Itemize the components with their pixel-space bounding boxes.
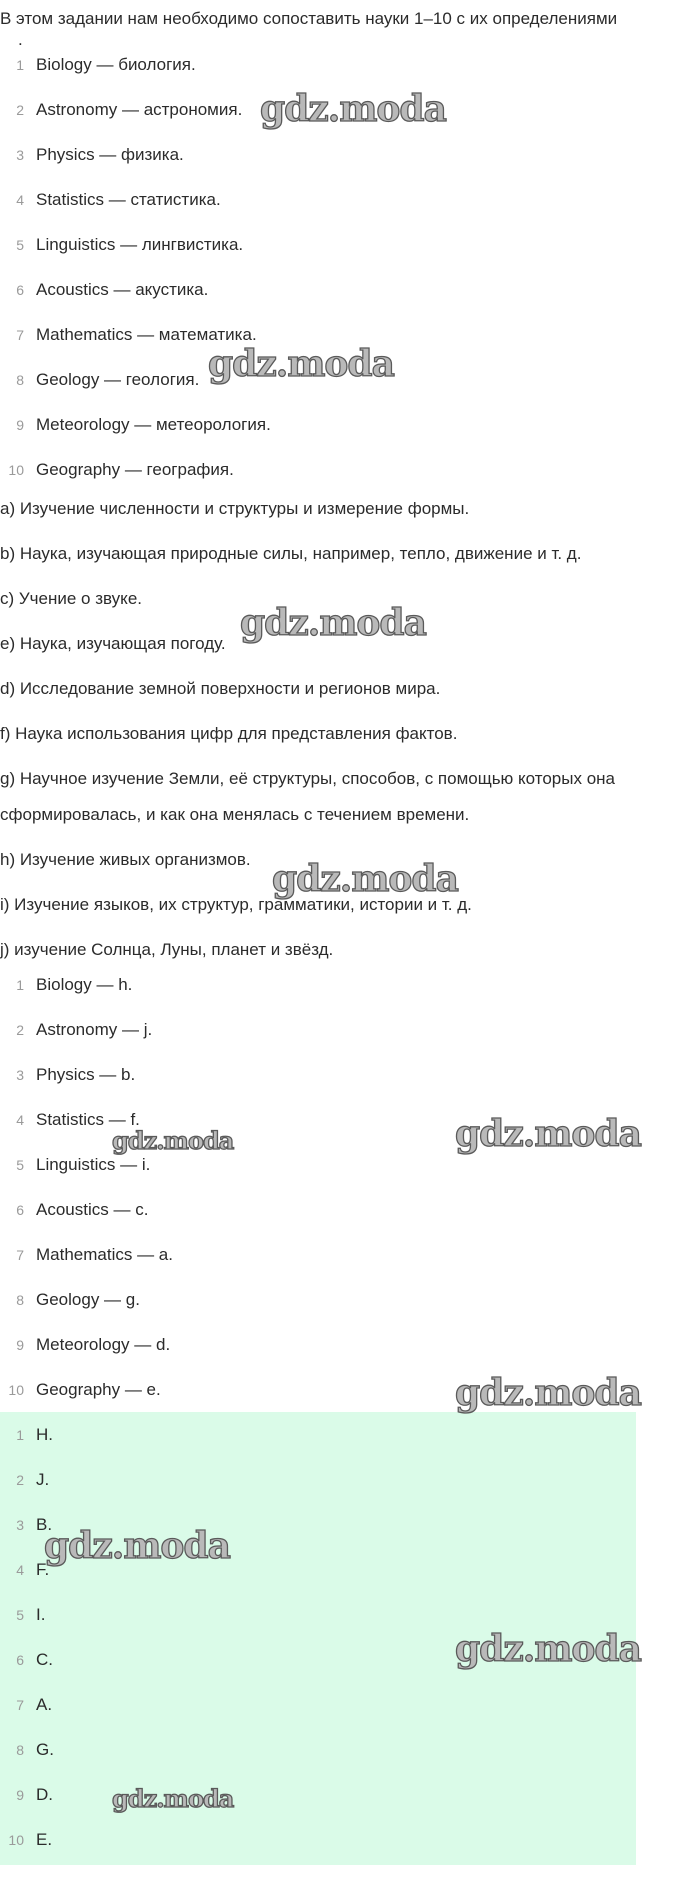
- line-number: 5: [16, 237, 24, 253]
- list-item: [0, 1244, 660, 1289]
- watermark: gdz.moda: [260, 88, 446, 130]
- list-item-text: D.: [36, 1785, 53, 1804]
- definition-g-continued: сформировалась, и как она менялась с течением времени.: [0, 805, 470, 824]
- definition-d: d) Исследование земной поверхности и регионов мира.: [0, 679, 441, 698]
- list-item: [0, 234, 660, 279]
- list-item: [0, 144, 660, 189]
- line-number: 1: [16, 977, 24, 993]
- line-number: 10: [8, 462, 24, 478]
- definition-b: b) Наука, изучающая природные силы, например, тепло, движение и т. д.: [0, 544, 582, 563]
- watermark: gdz.moda: [272, 858, 458, 900]
- line-number: 4: [16, 192, 24, 208]
- intro-dot: .: [18, 30, 23, 49]
- list-item-text: Astronomy — j.: [36, 1020, 153, 1039]
- list-item: [0, 1694, 660, 1739]
- list-item: [0, 189, 660, 234]
- line-number: 9: [16, 1337, 24, 1353]
- list-item-text: G.: [36, 1740, 54, 1759]
- line-number: 5: [16, 1157, 24, 1173]
- watermark: gdz.moda: [455, 1372, 641, 1414]
- list-item-text: Meteorology — d.: [36, 1335, 171, 1354]
- definition-f: f) Наука использования цифр для представления фактов.: [0, 724, 458, 743]
- line-number: 8: [16, 1742, 24, 1758]
- definition-g: g) Научное изучение Земли, её структуры, способов, с помощью которых она: [0, 769, 615, 788]
- definition-e: e) Наука, изучающая погоду.: [0, 634, 226, 653]
- line-number: 1: [16, 1427, 24, 1443]
- intro-text: В этом задании нам необходимо сопоставить науки 1–10 с их определениями: [0, 9, 618, 28]
- line-number: 3: [16, 147, 24, 163]
- list-item-text: Acoustics — c.: [36, 1200, 149, 1219]
- line-number: 8: [16, 1292, 24, 1308]
- list-item: [0, 1829, 660, 1874]
- watermark: gdz.moda: [112, 1784, 234, 1813]
- list-item: [0, 1199, 660, 1244]
- list-item-text: Geology — геология.: [36, 370, 200, 389]
- line-number: 7: [16, 1247, 24, 1263]
- matches-list: [0, 974, 660, 1424]
- list-item-text: C.: [36, 1650, 53, 1669]
- list-item-text: B.: [36, 1515, 53, 1534]
- line-number: 4: [16, 1562, 24, 1578]
- line-number: 6: [16, 1652, 24, 1668]
- list-item: [0, 1784, 660, 1829]
- list-item-text: Geography — e.: [36, 1380, 161, 1399]
- watermark: gdz.moda: [112, 1126, 234, 1155]
- list-item-text: Statistics — статистика.: [36, 190, 221, 209]
- list-item-text: Mathematics — математика.: [36, 325, 257, 344]
- watermark: gdz.moda: [455, 1113, 641, 1155]
- line-number: 6: [16, 282, 24, 298]
- list-item-text: Acoustics — акустика.: [36, 280, 209, 299]
- list-item-text: Meteorology — метеорология.: [36, 415, 271, 434]
- list-item-text: A.: [36, 1695, 53, 1714]
- line-number: 1: [16, 57, 24, 73]
- line-number: 2: [16, 1022, 24, 1038]
- line-number: 8: [16, 372, 24, 388]
- list-item-text: Statistics — f.: [36, 1110, 140, 1129]
- list-item-text: Biology — биология.: [36, 55, 196, 74]
- list-item-text: I.: [36, 1605, 46, 1624]
- line-number: 4: [16, 1112, 24, 1128]
- list-item: [0, 1019, 660, 1064]
- list-item: [0, 279, 660, 324]
- line-number: 3: [16, 1517, 24, 1533]
- line-number: 7: [16, 327, 24, 343]
- definition-h: h) Изучение живых организмов.: [0, 850, 251, 869]
- list-item-text: J.: [36, 1470, 50, 1489]
- line-number: 7: [16, 1697, 24, 1713]
- list-item-text: Mathematics — a.: [36, 1245, 173, 1264]
- list-item-text: Physics — b.: [36, 1065, 136, 1084]
- list-item: [0, 1154, 660, 1199]
- line-number: 3: [16, 1067, 24, 1083]
- list-item-text: Linguistics — i.: [36, 1155, 151, 1174]
- list-item: [0, 414, 660, 459]
- list-item: [0, 974, 660, 1019]
- list-item: [0, 1739, 660, 1784]
- watermark: gdz.moda: [240, 602, 426, 644]
- list-item: [0, 1469, 660, 1514]
- list-item: [0, 1289, 660, 1334]
- line-number: 10: [8, 1382, 24, 1398]
- line-number: 6: [16, 1202, 24, 1218]
- line-number: 2: [16, 102, 24, 118]
- watermark: gdz.moda: [44, 1525, 230, 1567]
- line-number: 9: [16, 1787, 24, 1803]
- definition-c: c) Учение о звуке.: [0, 589, 142, 608]
- definition-j: j) изучение Солнца, Луны, планет и звёзд.: [0, 940, 334, 959]
- list-item-text: Geography — география.: [36, 460, 234, 479]
- list-item: [0, 1424, 660, 1469]
- list-item-text: Linguistics — лингвистика.: [36, 235, 244, 254]
- watermark: gdz.moda: [455, 1628, 641, 1670]
- definition-i: i) Изучение языков, их структур, грамматики, истории и т. д.: [0, 895, 472, 914]
- line-number: 2: [16, 1472, 24, 1488]
- list-item-text: F.: [36, 1560, 50, 1579]
- list-item-text: E.: [36, 1830, 53, 1849]
- line-number: 9: [16, 417, 24, 433]
- list-item-text: Physics — физика.: [36, 145, 184, 164]
- watermark: gdz.moda: [208, 343, 394, 385]
- definition-a: a) Изучение численности и структуры и измерение формы.: [0, 499, 470, 518]
- line-number: 5: [16, 1607, 24, 1623]
- list-item: [0, 1064, 660, 1109]
- list-item-text: Geology — g.: [36, 1290, 140, 1309]
- line-number: 10: [8, 1832, 24, 1848]
- list-item-text: Astronomy — астрономия.: [36, 100, 243, 119]
- list-item-text: Biology — h.: [36, 975, 133, 994]
- list-item-text: H.: [36, 1425, 53, 1444]
